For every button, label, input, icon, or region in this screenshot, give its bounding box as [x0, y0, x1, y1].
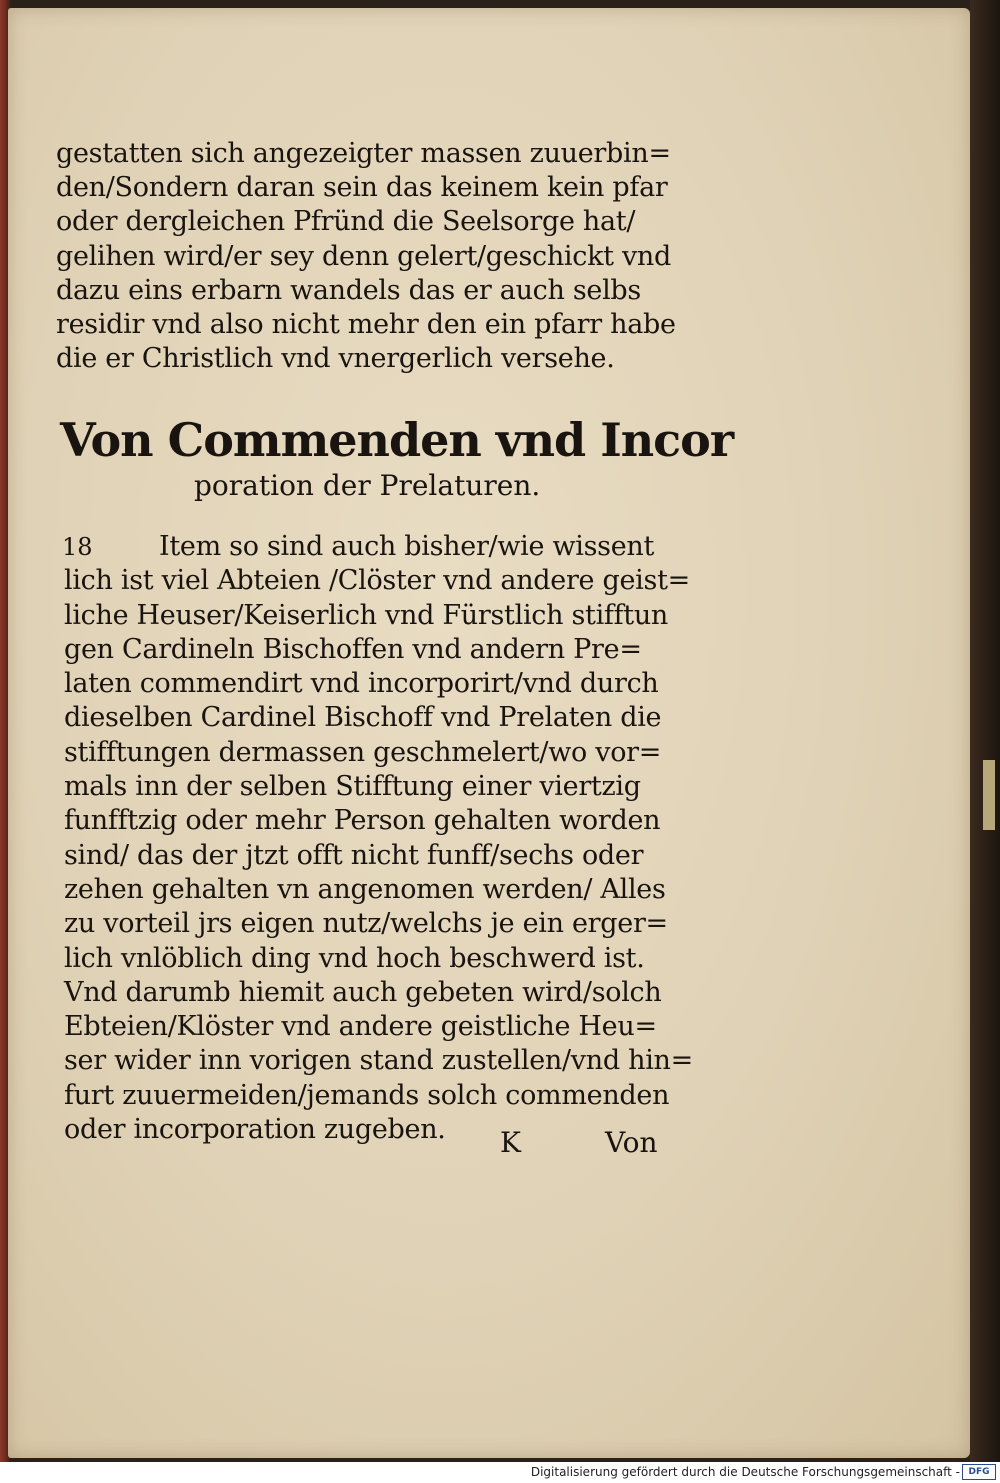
text-line: lich vnlöblich ding vnd hoch beschwerd ist.	[64, 942, 645, 974]
text-line: oder incorporation zugeben.	[64, 1114, 446, 1146]
text-line: lich ist viel Abteien /Clöster vnd andere geist=	[64, 565, 690, 597]
text-line: furt zuuermeiden/jemands solch commenden	[64, 1079, 670, 1111]
text-line: dazu eins erbarn wandels das er auch selbs	[56, 274, 641, 306]
text-line: ser wider inn vorigen stand zustellen/vnd hin=	[64, 1045, 693, 1077]
color-chip	[983, 760, 995, 830]
text-line: liche Heuser/Keiserlich vnd Fürstlich stifftun	[64, 599, 669, 631]
text-line: die er Christlich vnd vnergerlich versehe.	[56, 343, 615, 375]
text-line: sind/ das der jtzt offt nicht funff/sechs oder	[64, 839, 644, 871]
text-line: residir vnd also nicht mehr den ein pfarr habe	[56, 309, 676, 341]
text-line: stifftungen dermassen geschmelert/wo vor=	[64, 736, 662, 768]
text-line: gestatten sich angezeigter massen zuuerbin=	[56, 138, 671, 169]
heading-line-1: Von Commenden vnd Incor	[60, 413, 734, 467]
body-text-block	[56, 137, 676, 376]
text-line: den/Sondern daran sein das keinem kein pfar	[56, 172, 668, 204]
section-heading	[60, 412, 734, 504]
text-line: laten commendirt vnd incorporirt/vnd durch	[64, 668, 659, 700]
dfg-logo-icon: DFG	[962, 1464, 996, 1480]
footer-bar	[0, 1462, 1000, 1483]
text-line: gen Cardineln Bischoffen vnd andern Pre=	[64, 633, 642, 665]
catchword: Von	[605, 1126, 658, 1159]
text-line: mals inn der selben Stifftung einer viertzig	[64, 771, 641, 803]
signature-mark: K	[500, 1126, 521, 1159]
section-number: 18	[62, 533, 93, 561]
text-line: Item so sind auch bisher/wie wissent	[159, 531, 655, 562]
text-line: gelihen wird/er sey denn gelert/geschickt vnd	[56, 240, 672, 272]
text-line: oder dergleichen Pfründ die Seelsorge hat/	[56, 206, 636, 238]
funding-credit: Digitalisierung gefördert durch die Deutsche Forschungsgemeinschaft -	[530, 1465, 960, 1479]
text-line: Ebteien/Klöster vnd andere geistliche Heu=	[64, 1011, 657, 1043]
page-edge	[970, 0, 1000, 1462]
text-line: zehen gehalten vn angenomen werden/ Alles	[64, 873, 666, 905]
text-line: Vnd darumb hiemit auch gebeten wird/solch	[64, 976, 662, 1008]
paragraph-block	[64, 530, 693, 1147]
text-line: zu vorteil jrs eigen nutz/welchs je ein erger=	[64, 908, 668, 940]
text-line: dieselben Cardinel Bischoff vnd Prelaten die	[64, 702, 662, 734]
heading-line-2: poration der Prelaturen.	[194, 469, 541, 502]
text-line: funfftzig oder mehr Person gehalten worden	[64, 805, 661, 837]
